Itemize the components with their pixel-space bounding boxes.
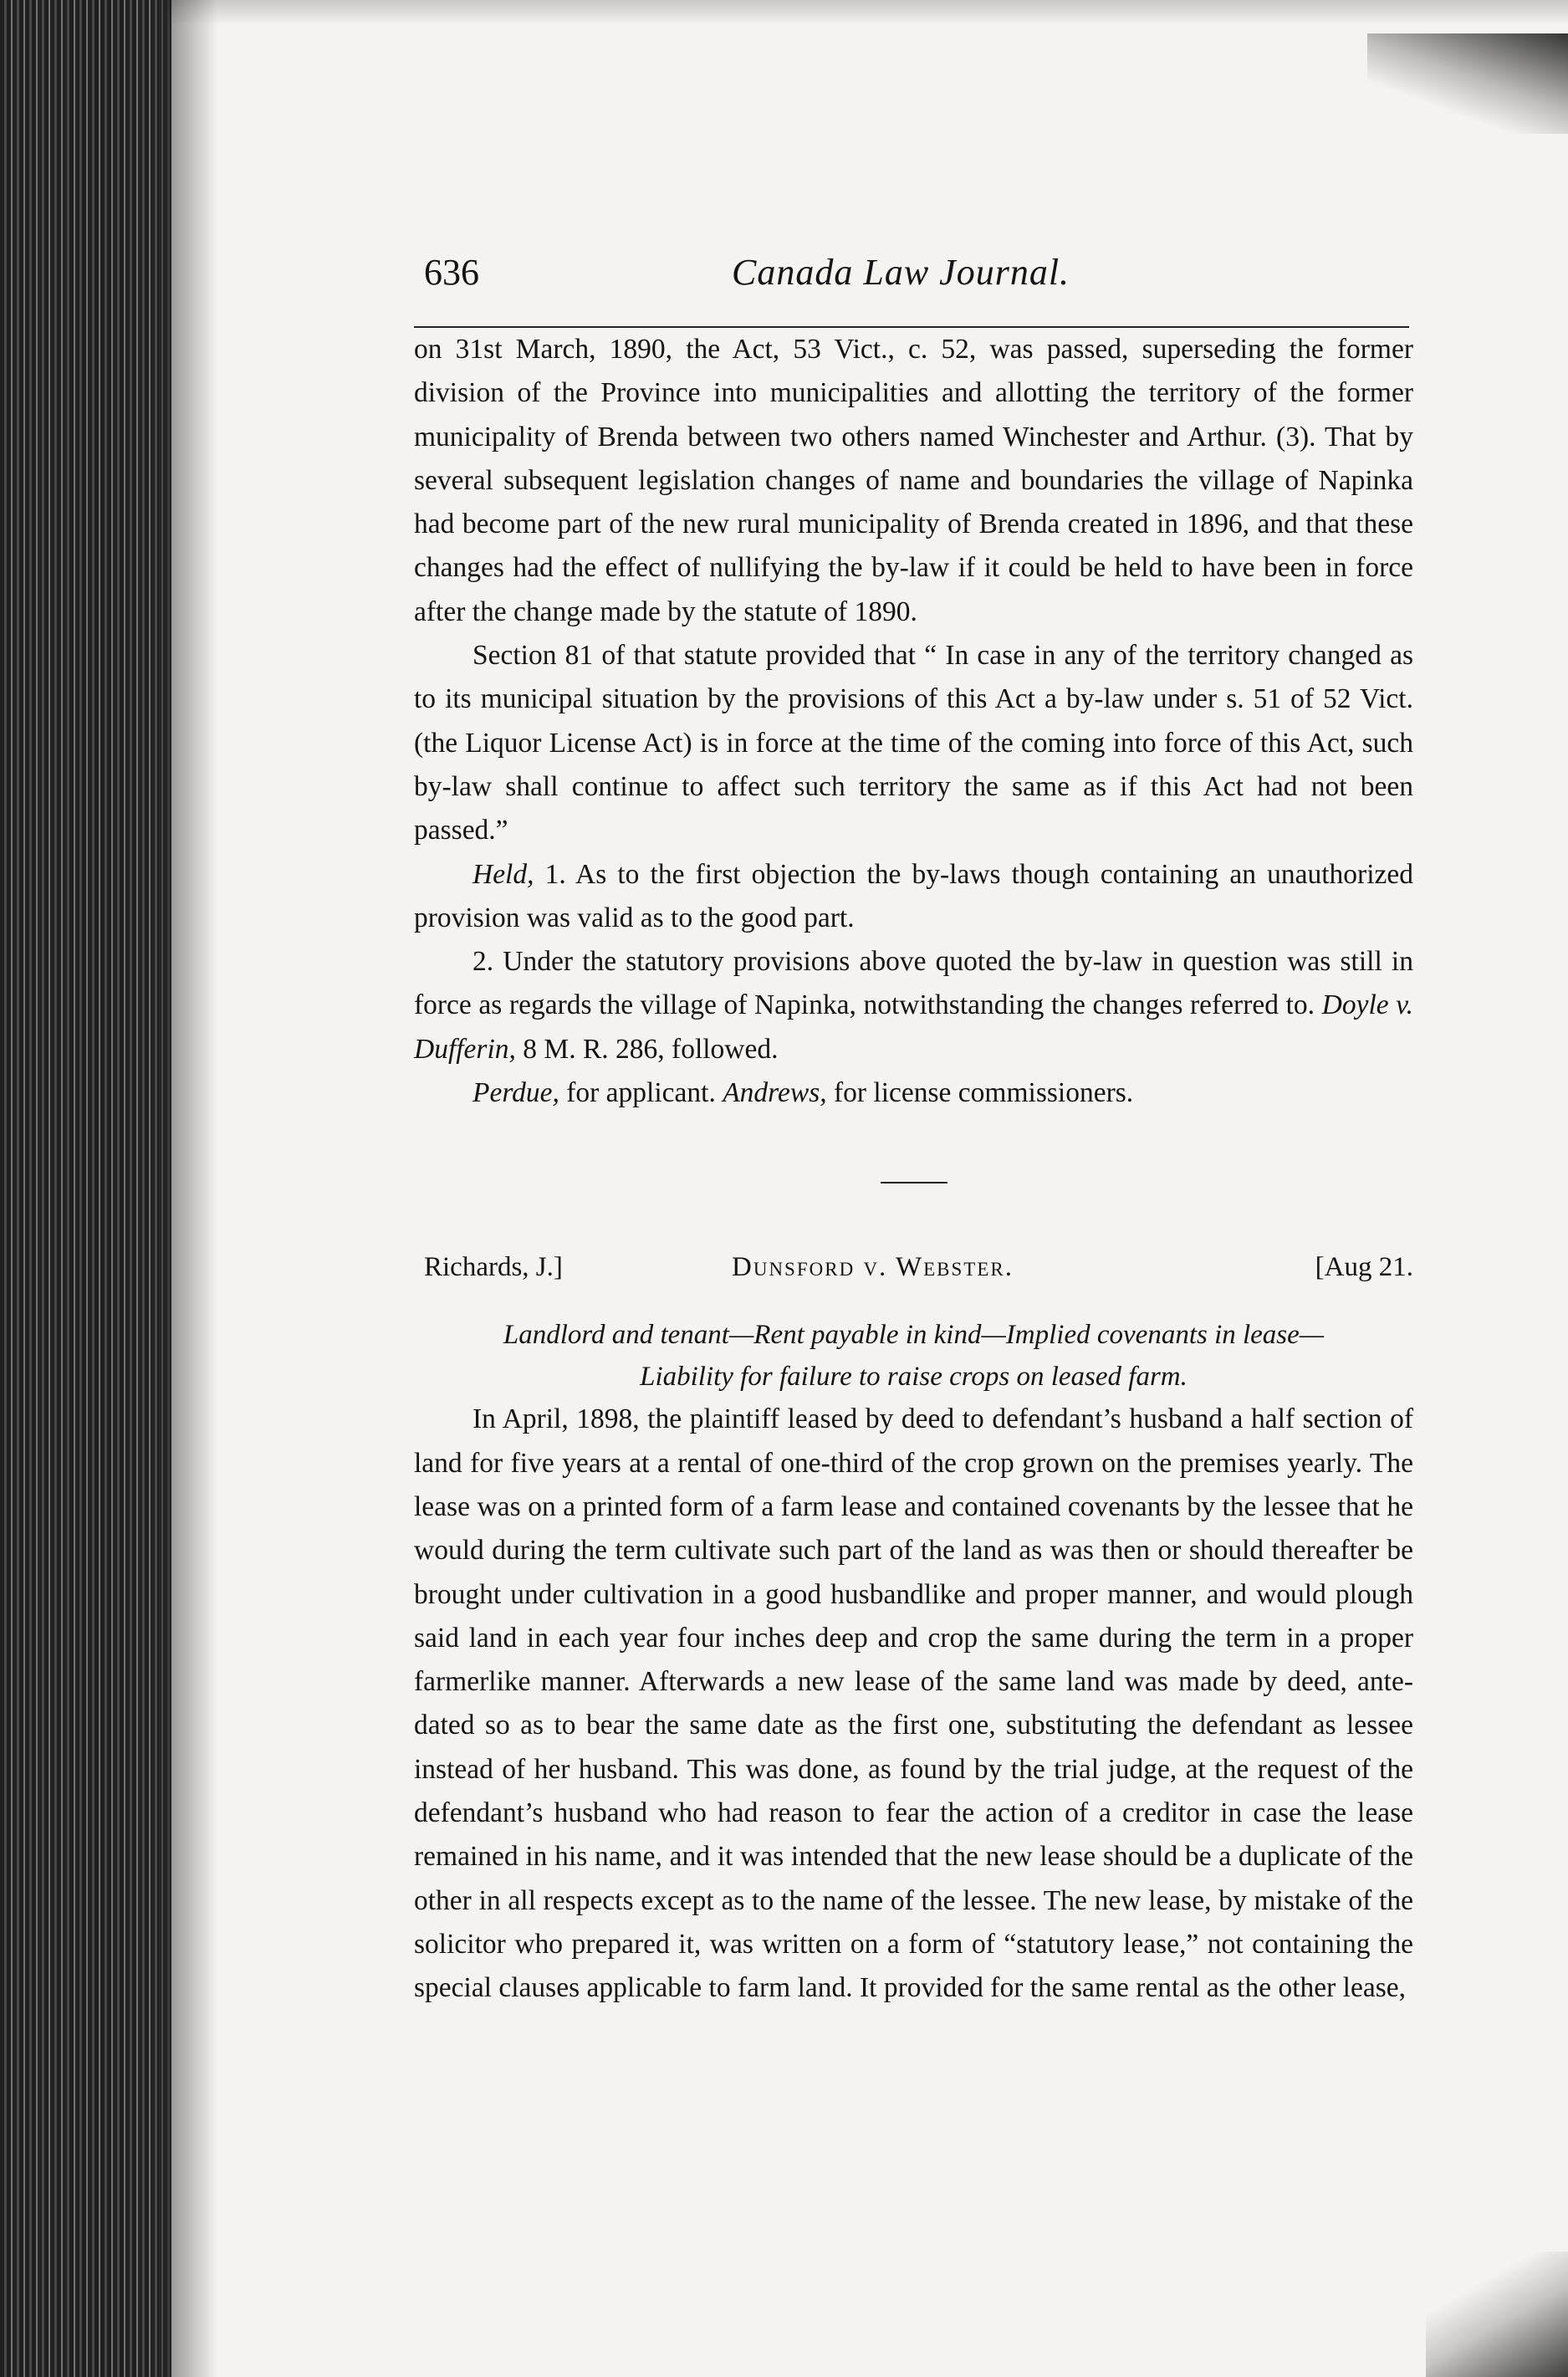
scan-corner-top-right bbox=[1367, 33, 1568, 134]
held-2-text: 2. Under the statutory provisions above quoted the by-law in question was still in force as regards the village of Napinka, notwithstanding the changes referred to. bbox=[414, 946, 1413, 1021]
counsel-commissioners-name: Andrews, bbox=[723, 1077, 827, 1109]
case-judge: Richards, J.] bbox=[424, 1252, 563, 1283]
scan-top-shadow bbox=[167, 0, 1568, 25]
paragraph-counsel bbox=[414, 1071, 1413, 1115]
counsel-applicant-name: Perdue, bbox=[472, 1077, 559, 1109]
scan-binding-edge bbox=[0, 0, 171, 2377]
case-catchwords bbox=[414, 1314, 1413, 1398]
counsel-applicant-role: for applicant. bbox=[559, 1077, 723, 1109]
paragraph-case-facts: In April, 1898, the plaintiff leased by deed to defendant’s husband a half section of land for five years at a rental of one-third of the crop grown on the premises yearly. The lease was on a printed form of a farm lease and contained covenants by the lessee that he would during the term cultivate such part of the land as was then or should thereafter be brought under cultivation in a good husbandlike and proper manner, and would plough said land in each year four inches deep and crop the same during the term in a proper farmerlike manner. Afterwards a new lease of the same land was made by deed, ante-dated so as to bear the same date as the first one, substituting the defendant as lessee instead of her husband. This was done, as found by the trial judge, at the request of the defendant’s husband who had reason to fear the action of a creditor in case the lease remained in his name, and it was intended that the new lease should be a duplicate of the other in all respects except as to the name of the lessee. The new lease, by mistake of the solicitor who prepared it, was written on a form of “statutory lease,” not containing the special clauses applicable to farm land. It provided for the same rental as the other lease, bbox=[414, 1403, 1413, 2004]
continued-report bbox=[414, 328, 1413, 1115]
cited-case: Doyle v. Dufferin, bbox=[414, 989, 1414, 1065]
page-number: 636 bbox=[424, 252, 479, 293]
paragraph-section-81: Section 81 of that statute provided that “ In case in any of the territory changed as to its municipal situation by the provisions of this Act a by-law under s. 51 of 52 Vict. (the Liquor License Act) is in force at the time of the coming into force of this Act, such by-law shall continue to affect such territory the same as if this Act had not been passed.” bbox=[414, 640, 1413, 846]
running-head bbox=[414, 251, 1413, 309]
case-report bbox=[414, 1398, 1413, 2010]
paragraph-continuation: on 31st March, 1890, the Act, 53 Vict., c. 52, was passed, superseding the former division of the Province into municipalities and allotting the territory of the former municipality of Brenda between two others named Winchester and Arthur. (3). That by several subsequent legislation changes of name and boundaries the village of Napinka had become part of the new rural municipality of Brenda created in 1896, and that these changes had the effect of nullifying the by-law if it could be held to have been in force after the change made by the statute of 1890. bbox=[414, 334, 1413, 627]
section-separator bbox=[881, 1182, 947, 1183]
case-date: [Aug 21. bbox=[1315, 1252, 1413, 1283]
catchwords-line-2: Liability for failure to raise crops on leased farm. bbox=[640, 1362, 1187, 1393]
held-2-citation: 8 M. R. 286, followed. bbox=[515, 1033, 779, 1065]
case-name: Dunsford v. Webster. bbox=[732, 1252, 1014, 1283]
paragraph-held bbox=[414, 853, 1413, 941]
journal-page bbox=[414, 251, 1413, 2011]
held-text: 1. As to the first objection the by-laws though containing an unauthorized provision was valid as to the good part. bbox=[414, 858, 1413, 933]
counsel-commissioners-role: for license commissioners. bbox=[826, 1077, 1134, 1109]
catchwords-line-1: Landlord and tenant—Rent payable in kind—Implied covenants in lease— bbox=[503, 1320, 1325, 1351]
scan-corner-bottom-right bbox=[1426, 2252, 1568, 2377]
held-label: Held, bbox=[472, 858, 534, 890]
journal-title: Canada Law Journal. bbox=[732, 252, 1070, 293]
paragraph-held-2 bbox=[414, 940, 1413, 1071]
case-heading bbox=[414, 1252, 1413, 1296]
scan-edge-shadow bbox=[159, 0, 217, 2377]
